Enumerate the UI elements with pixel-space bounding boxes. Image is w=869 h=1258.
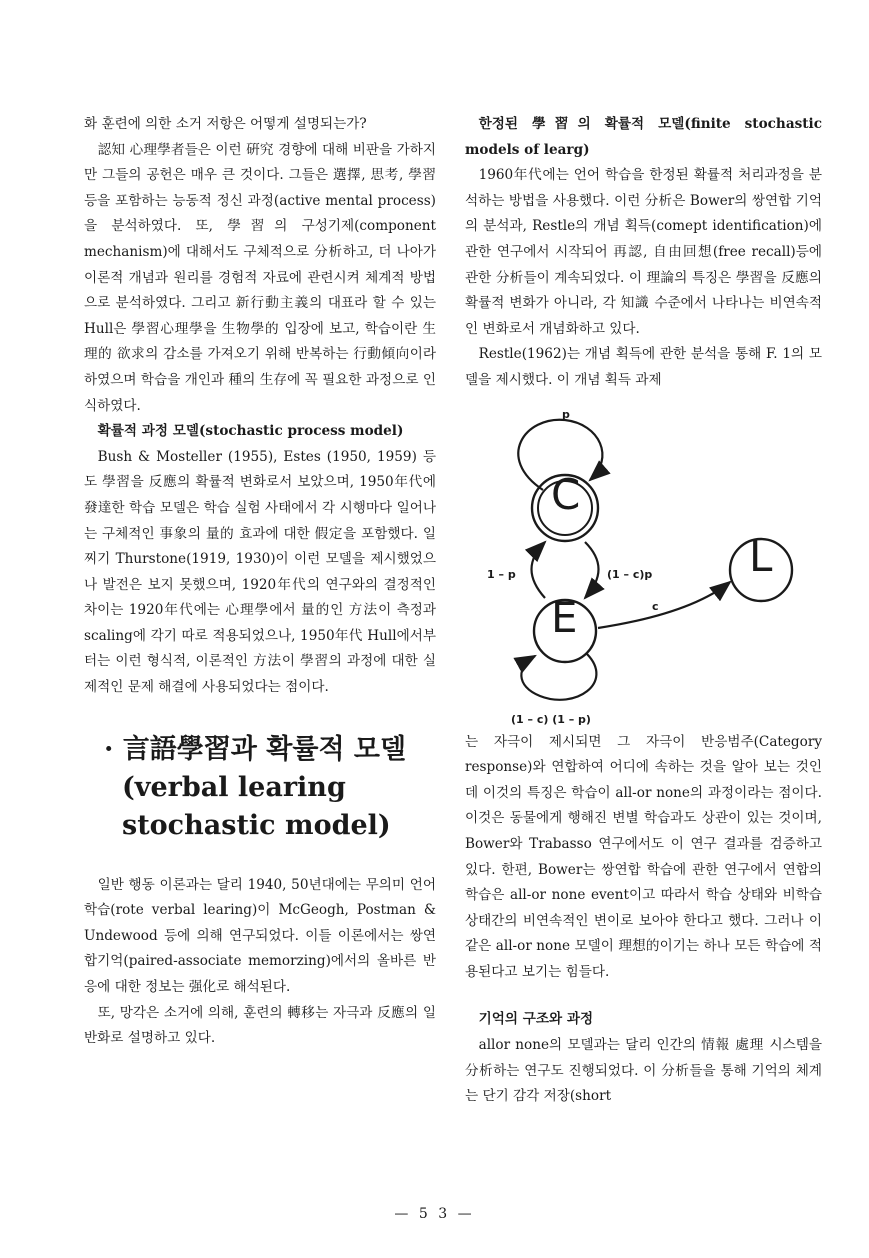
- node-c-label: C: [551, 469, 581, 519]
- paragraph-r2: Restle(1962)는 개념 획득에 관한 분석을 통해 F. 1의 모델을 제시했다. 이 개념 획득 과제: [465, 346, 822, 388]
- right-column: [465, 112, 822, 1110]
- node-e-label: E: [551, 592, 578, 642]
- spacer: [465, 985, 822, 1007]
- subheading-memory-structure: 기억의 구조와 과정: [478, 1011, 594, 1028]
- page-number: — 5 3 —: [394, 1206, 475, 1222]
- section-title: · 言語學習과 확률적 모델 (verbal learing stochastic model): [104, 733, 407, 841]
- label-bottom-loop: (1 – c) (1 – p): [511, 712, 591, 726]
- paragraph-1: 화 훈련에 의한 소거 저항은 어떻게 설명되는가?: [84, 116, 367, 132]
- paragraph-4: 일반 행동 이론과는 달리 1940, 50년대에는 무의미 언어학습(rote verbal learing)이 McGeogh, Postman & Undewood 등에 의해 연구되었다. 이들 이론에서는 쌍연합기억(paired-associate memorzing)에서의 올바른 반응에 대한 정보는 强化로 해석된다.: [84, 876, 436, 996]
- left-column: [84, 112, 436, 1052]
- paragraph-3: Bush & Mosteller (1955), Estes (1950, 1959) 등도 學習을 反應의 확률적 변화로서 보았으며, 1950年代에 發達한 학습 모델은 학습 실험 사태에서 각 시행마다 일어나는 구체적인 事象의 量的 효과에 대한 假定을 포함했다. 일찌기 Thurstone(1919, 1930)이 이런 모델을 제시했었으나 발전은 보지 못했으며, 1920年代의 연구와의 결정적인 차이는 1920年代에는 心理學에서 量的인 方法이 측정과 scaling에 각기 따로 적용되었으나, 1950年代 Hull에서부터는 이런 형식적, 이론적인 方法이 學習의 과정에 대한 실제적인 문제 해결에 사용되었다는 점이다.: [84, 448, 436, 696]
- paragraph-r1: 1960年代에는 언어 학습을 한정된 확률적 처리과정을 분석하는 방법을 사용했다. 이런 分析은 Bower의 쌍연합 기억의 분석과, Restle의 개념 획득(comept identification)에 관한 연구에서 시작되어 再認, 自由回想(free recall)등에 관한 分析들이 계속되었다. 이 理論의 특징은 學習을 反應의 확률적 변화가 아니라, 각 知識 수준에서 나타나는 비연속적인 변화로서 개념화하고 있다.: [465, 167, 822, 337]
- subheading-stochastic-process-model: 확률적 과정 모델(stochastic process model): [97, 423, 404, 440]
- arrow-e-to-l: [598, 582, 730, 628]
- subheading-finite-stochastic-models: 한정된 學習의 확률적 모델(finite stochastic models of learg): [465, 116, 822, 158]
- label-1-minus-p: 1 – p: [487, 567, 516, 581]
- paragraph-5: 또, 망각은 소거에 의해, 훈련의 轉移는 자극과 反應의 일반화로 설명하고 있다.: [84, 1004, 436, 1047]
- label-1-minus-c-p: (1 – c)p: [607, 567, 653, 581]
- node-l-label: L: [749, 531, 773, 581]
- arrow-c-to-e: [585, 542, 599, 598]
- paragraph-2: 認知 心理學者들은 이런 硏究 경향에 대해 비판을 가하지만 그들의 공헌은 매우 큰 것이다. 그들은 選擇, 思考, 學習 등을 포함하는 능동적 정신 과정(active mental process)을 분석하였다. 또, 學習의 구성기제(component mechanism)에 대해서도 구체적으로 分析하고, 더 나아가 이론적 개념과 원리를 경험적 자료에 관련시켜 체계적 방법으로 분석하였다. 그리고 新行動主義의 대표라 할 수 있는 Hull은 學習心理學을 生物學的 입장에 보고, 학습이란 生理的 欲求의 감소를 가져오기 위해 반복하는 行動傾向이라 하였으며 학습을 개인과 種의 生存에 꼭 필요한 과정으로 인식하였다.: [84, 141, 436, 414]
- paragraph-r4: allor none의 모델과는 달리 인간의 情報 處理 시스템을 分析하는 연구도 진행되었다. 이 分析들을 통해 기억의 체계는 단기 감각 저장(short: [465, 1037, 822, 1105]
- label-c: c: [652, 599, 659, 613]
- paragraph-r3: 는 자극이 제시되면 그 자극이 반응범주(Category response)와 연합하여 어디에 속하는 것을 알아 보는 것인데 이것의 특징은 학습이 all-or none의 과정이라는 점이다. 이것은 동물에게 행해진 변별 학습과도 상관이 있는 것이며, Bower와 Trabasso 연구에서도 이 연구 결과를 검증하고 있다. 한편, Bower는 쌍연합 학습에 관한 연구에서 연합의 학습은 all-or none event이고 따라서 학습 상태와 비학습 상태간의 비연속적인 변이로 보아야 한다고 했다. 그러나 이 같은 all-or none 모델이 理想的이기는 하나 모든 학습에 적용된다고 보기는 힘들다.: [465, 733, 822, 980]
- state-transition-diagram: [465, 398, 822, 728]
- arrow-e-to-c: [532, 542, 546, 598]
- label-p: p: [562, 407, 570, 421]
